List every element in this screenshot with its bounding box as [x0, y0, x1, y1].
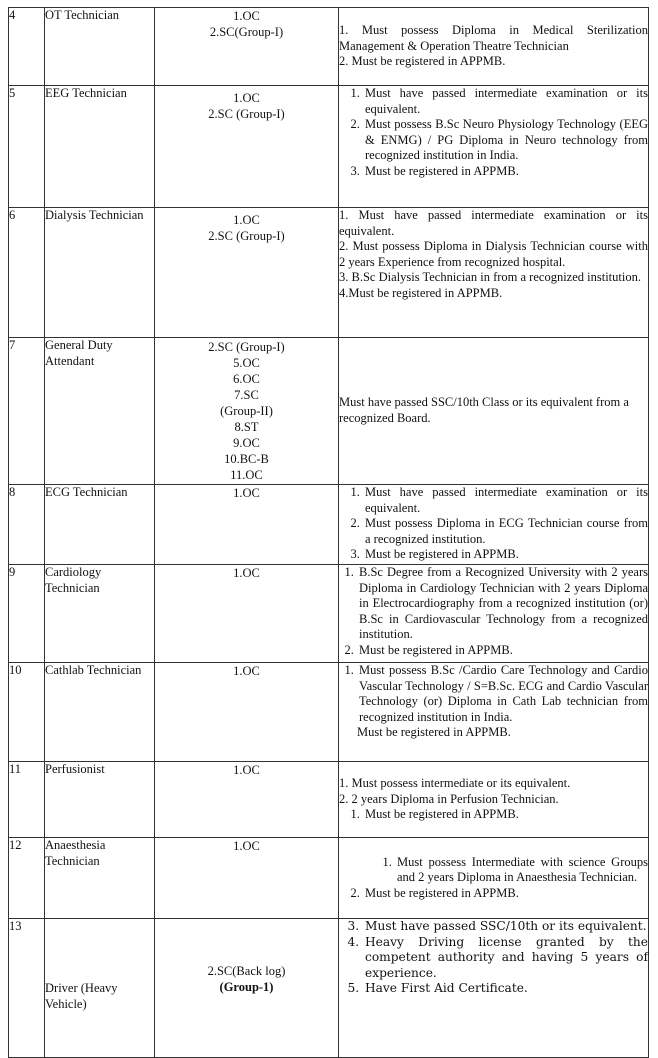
qualification-item: 3. Must have passed SSC/10th or its equivalent.	[363, 919, 648, 935]
category-item: 6.OC	[233, 372, 260, 386]
qualification-item: 4. Heavy Driving license granted by the competent authority and having 5 years of experience.	[363, 935, 648, 982]
qualification-item: 2. Must be registered in APPMB.	[339, 54, 506, 69]
table-row	[9, 86, 649, 208]
qualification-item: 2. Must possess B.Sc Neuro Physiology Technology (EEG & ENMG) / PG Diploma in Neuro technology from recognized institution in India.	[363, 117, 648, 164]
qualification-item: Must have passed SSC/10th Class or its equivalent from a recognized Board.	[339, 395, 629, 425]
category-cell	[155, 86, 339, 208]
serial-number: 12	[9, 838, 45, 919]
category-item: 10.BC-B	[224, 452, 269, 466]
category-item: 1.OC	[233, 566, 260, 580]
category-cell	[155, 8, 339, 86]
category-cell	[155, 338, 339, 485]
category-item: 11.OC	[230, 468, 263, 482]
category-cell	[155, 762, 339, 838]
post-name: Cardiology Technician	[45, 565, 155, 663]
category-item: 7.SC	[234, 388, 259, 402]
table-row	[9, 8, 649, 86]
serial-number: 9	[9, 565, 45, 663]
category-item: 1.OC	[233, 91, 260, 105]
qualification-item: 2. Must be registered in APPMB.	[363, 886, 648, 902]
post-name: ECG Technician	[45, 485, 155, 565]
qualification-cell	[339, 86, 649, 208]
qualification-item: 1. Must possess Intermediate with science Groups and 2 years Diploma in Anaesthesia Technician.	[395, 855, 648, 886]
qualification-item: 1. Must possess intermediate or its equivalent.	[339, 776, 571, 791]
category-item: 1.OC	[233, 839, 260, 853]
qualification-item: 1. Must have passed intermediate examination or its equivalent.	[363, 485, 648, 516]
category-cell	[155, 485, 339, 565]
category-item: 1.OC	[233, 9, 260, 23]
category-item: 9.OC	[233, 436, 260, 450]
table-row	[9, 338, 649, 485]
qualification-item: Must be registered in APPMB.	[357, 725, 511, 740]
post-name: EEG Technician	[45, 86, 155, 208]
recruitment-qualification-table	[8, 7, 649, 1058]
category-item: (Group-1)	[219, 980, 274, 994]
category-cell	[155, 919, 339, 1058]
qualification-item: 3. Must be registered in APPMB.	[363, 547, 648, 563]
serial-number: 13	[9, 919, 45, 1058]
serial-number: 10	[9, 663, 45, 762]
category-cell	[155, 565, 339, 663]
category-item: (Group-II)	[220, 404, 273, 418]
qualification-item: 1. Must have passed intermediate examination or its equivalent.	[363, 86, 648, 117]
qualification-item: 3. B.Sc Dialysis Technician in from a recognized institution.	[339, 270, 641, 285]
category-item: 1.OC	[233, 486, 260, 500]
category-item: 2.SC (Group-I)	[208, 340, 285, 354]
qualification-item: 1. B.Sc Degree from a Recognized University with 2 years Diploma in Cardiology Technician with 2 years Diploma in Electrocardiography from a recognized institution (or) B.Sc in Cardiovascular Technology from a recognized institution.	[357, 565, 648, 643]
post-name: Dialysis Technician	[45, 208, 155, 338]
serial-number: 5	[9, 86, 45, 208]
table-row	[9, 663, 649, 762]
qualification-cell	[339, 8, 649, 86]
qualification-item: 5. Have First Aid Certificate.	[363, 981, 648, 997]
category-item: 1.OC	[233, 664, 260, 678]
category-item: 1.OC	[233, 763, 260, 777]
category-item: 5.OC	[233, 356, 260, 370]
post-name: Cathlab Technician	[45, 663, 155, 762]
serial-number: 6	[9, 208, 45, 338]
qualification-cell	[339, 762, 649, 838]
post-name: General Duty Attendant	[45, 338, 155, 485]
qualification-cell	[339, 485, 649, 565]
qualification-item: 1. Must have passed intermediate examination or its equivalent.	[339, 208, 648, 238]
post-name: Anaesthesia Technician	[45, 838, 155, 919]
qualification-item: 2. Must be registered in APPMB.	[357, 643, 648, 659]
qualification-cell	[339, 663, 649, 762]
qualification-item: 3. Must be registered in APPMB.	[363, 164, 648, 180]
serial-number: 8	[9, 485, 45, 565]
category-cell	[155, 838, 339, 919]
category-item: 2.SC(Group-I)	[209, 25, 284, 39]
category-item: 1.OC	[233, 213, 260, 227]
qualification-item: 2. Must possess Diploma in Dialysis Technician course with 2 years Experience from recognized hospital.	[339, 239, 648, 269]
qualification-item: 2. 2 years Diploma in Perfusion Technician.	[339, 791, 559, 806]
qualification-item: 1. Must possess B.Sc /Cardio Care Technology and Cardio Vascular Technology / S=B.Sc. ECG and Cardio Vascular Technology (or) Diploma in Cath Lab technician from recognized institution in India.	[357, 663, 648, 725]
category-cell	[155, 663, 339, 762]
category-item: 2.SC (Group-I)	[208, 229, 285, 243]
qualification-cell	[339, 565, 649, 663]
post-name: Driver (Heavy Vehicle)	[45, 919, 155, 1058]
category-item: 2.SC(Back log)	[207, 964, 286, 978]
category-item: 8.ST	[234, 420, 259, 434]
serial-number: 11	[9, 762, 45, 838]
serial-number: 4	[9, 8, 45, 86]
table-row	[9, 838, 649, 919]
qualification-item: 4.Must be registered in APPMB.	[339, 285, 503, 300]
table-row	[9, 919, 649, 1058]
qualification-item: 1. Must possess Diploma in Medical Sterilization Management & Operation Theatre Technician	[339, 23, 648, 53]
qualification-item: 2. Must possess Diploma in ECG Technician course from a recognized institution.	[363, 516, 648, 547]
qualification-cell	[339, 838, 649, 919]
qualification-cell	[339, 919, 649, 1058]
table-row	[9, 208, 649, 338]
post-name: OT Technician	[45, 8, 155, 86]
post-name: Perfusionist	[45, 762, 155, 838]
table-row	[9, 762, 649, 838]
category-cell	[155, 208, 339, 338]
qualification-item: 1. Must be registered in APPMB.	[363, 807, 648, 823]
serial-number: 7	[9, 338, 45, 485]
qualification-cell	[339, 208, 649, 338]
table-row	[9, 565, 649, 663]
category-item: 2.SC (Group-I)	[208, 107, 285, 121]
qualification-cell	[339, 338, 649, 485]
table-row	[9, 485, 649, 565]
